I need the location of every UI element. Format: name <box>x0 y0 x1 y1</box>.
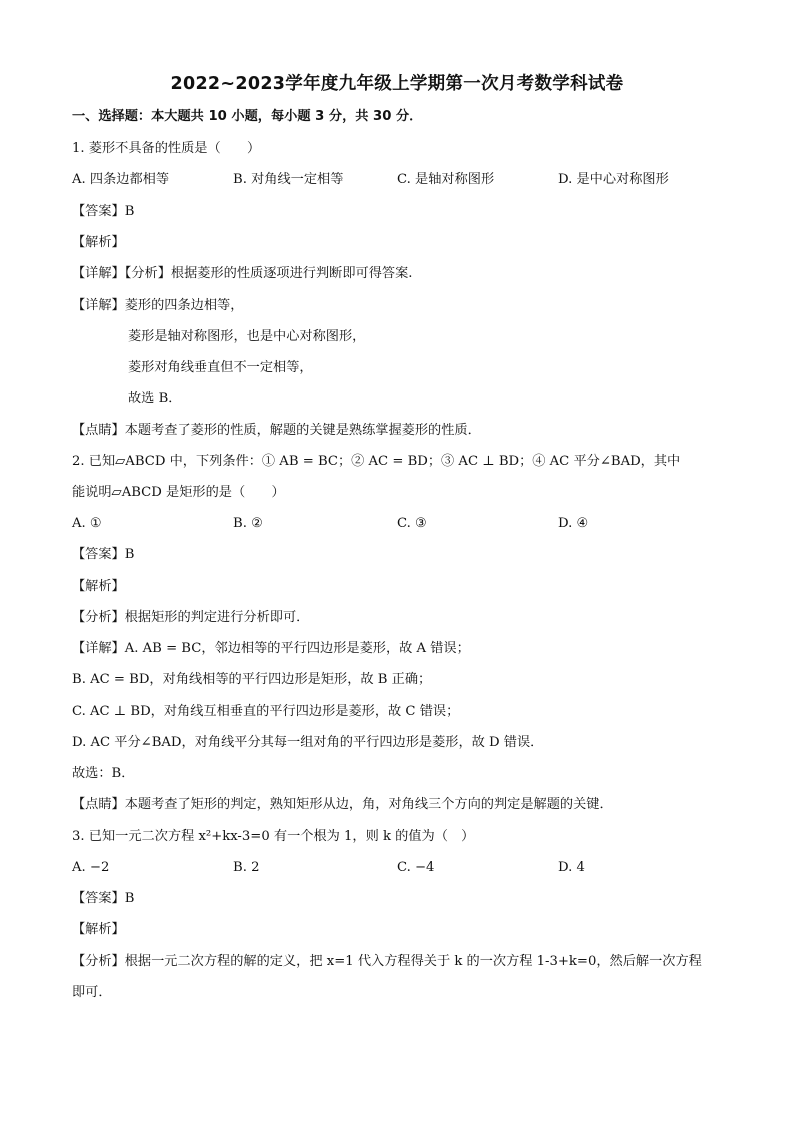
q2-detail-b: B. AC = BD，对角线相等的平行四边形是矩形，故 B 正确； <box>72 672 432 687</box>
q2-detail-c: C. AC ⊥ BD，对角线互相垂直的平行四边形是菱形，故 C 错误； <box>72 704 460 719</box>
q1-detail-analysis: 【详解】【分析】根据菱形的性质逐项进行判断即可得答案. <box>72 266 413 281</box>
q2-choose: 故选：B． <box>72 766 135 781</box>
q3-option-b: B. 2 <box>233 860 260 875</box>
q1-point: 【点睛】本题考查了菱形的性质，解题的关键是熟练掌握菱形的性质． <box>72 423 481 438</box>
q2-detail-a: 【详解】A. AB = BC，邻边相等的平行四边形是菱形，故 A 错误； <box>72 641 470 656</box>
q2-jiexi: 【解析】 <box>72 579 125 594</box>
q3-answer: 【答案】B <box>72 891 135 906</box>
q1-answer: 【答案】B <box>72 204 135 219</box>
q2-option-c: C. ③ <box>397 516 427 531</box>
q2-answer: 【答案】B <box>72 547 135 562</box>
section-heading: 一、选择题：本大题共 10 小题，每小题 3 分，共 30 分． <box>72 109 423 124</box>
q3-jiexi: 【解析】 <box>72 922 125 937</box>
q1-option-a: A. 四条边都相等 <box>72 172 170 187</box>
q1-detail: 【详解】菱形的四条边相等， <box>72 298 244 313</box>
q2-stem-continued: 能说明▱ABCD 是矩形的是（ ） <box>72 485 285 500</box>
q2-analysis: 【分析】根据矩形的判定进行分析即可． <box>72 610 310 625</box>
q3-option-d: D. 4 <box>558 860 585 875</box>
q1-detail-line: 菱形是轴对称图形，也是中心对称图形， <box>128 329 366 344</box>
q3-analysis-continued: 即可． <box>72 985 112 1000</box>
q1-option-d: D. 是中心对称图形 <box>558 172 669 187</box>
q1-option-c: C. 是轴对称图形 <box>397 172 495 187</box>
q2-option-d: D. ④ <box>558 516 589 531</box>
q3-analysis: 【分析】根据一元二次方程的解的定义，把 x=1 代入方程得关于 k 的一次方程 1-3+k=0，然后解一次方程 <box>72 954 702 969</box>
q2-option-b: B. ② <box>233 516 263 531</box>
page-title: 2022~2023学年度九年级上学期第一次月考数学科试卷 <box>170 74 624 94</box>
q1-choose: 故选 B． <box>128 391 182 406</box>
q1-option-b: B. 对角线一定相等 <box>233 172 344 187</box>
q3-stem: 3. 已知一元二次方程 x²+kx-3=0 有一个根为 1，则 k 的值为（ ） <box>72 829 475 844</box>
q2-option-a: A. ① <box>72 516 102 531</box>
q1-detail-line: 菱形对角线垂直但不一定相等， <box>128 360 313 375</box>
q1-stem: 1. 菱形不具备的性质是（ ） <box>72 141 261 156</box>
q3-option-a: A. −2 <box>72 860 110 875</box>
q1-jiexi: 【解析】 <box>72 235 125 250</box>
q3-option-c: C. −4 <box>397 860 435 875</box>
q2-point: 【点睛】本题考查了矩形的判定，熟知矩形从边，角，对角线三个方向的判定是解题的关键． <box>72 797 613 812</box>
q2-detail-d: D. AC 平分∠BAD，对角线平分其每一组对角的平行四边形是菱形，故 D 错误． <box>72 735 544 750</box>
q2-stem: 2. 已知▱ABCD 中，下列条件：① AB = BC；② AC = BD；③ AC ⊥ BD；④ AC 平分∠BAD，其中 <box>72 454 681 469</box>
